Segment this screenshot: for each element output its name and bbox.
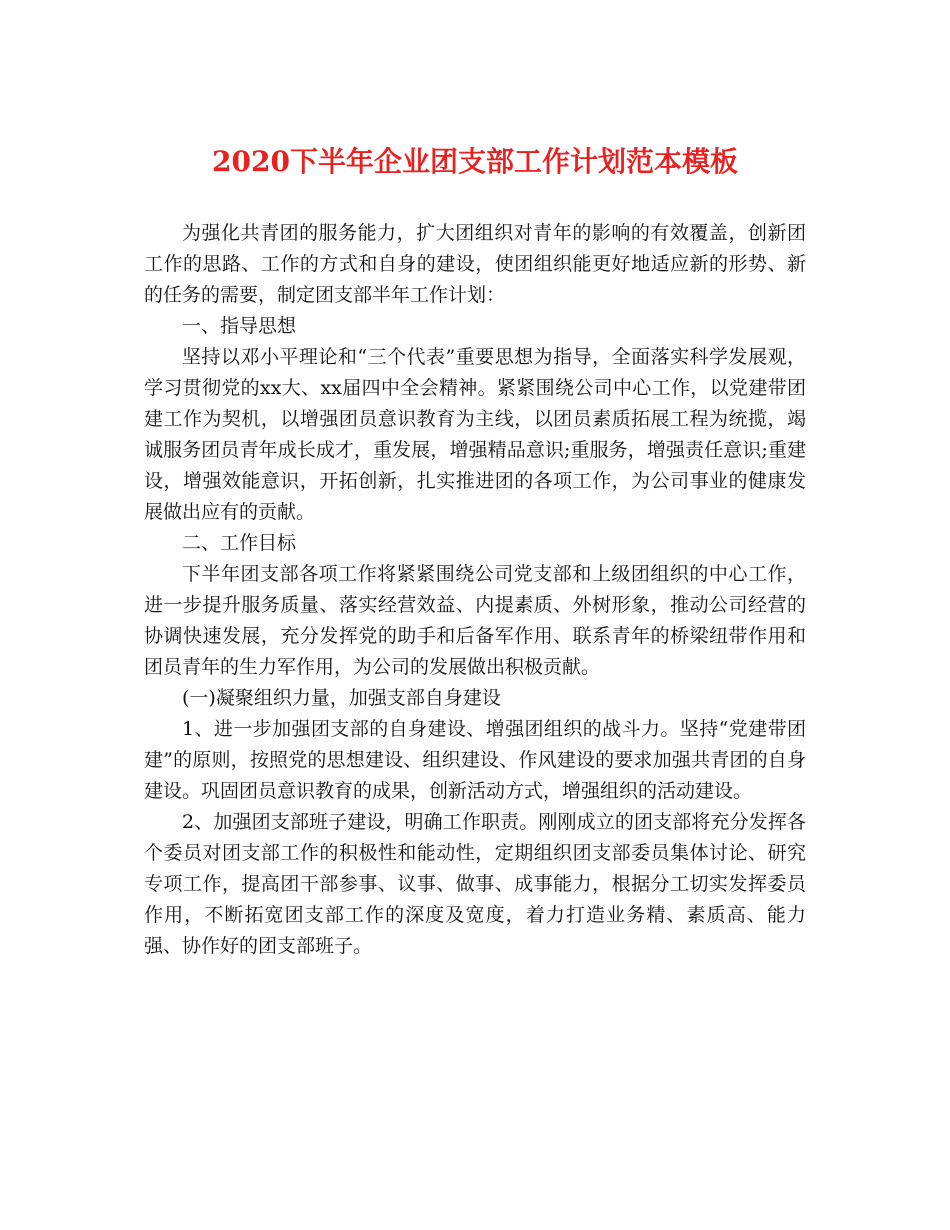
subheading-organization: (一)凝聚组织力量，加强支部自身建设 [182, 687, 501, 709]
heading-guiding-ideology: 一、指导思想 [182, 315, 297, 337]
paragraph-item-1: 1、进一步加强团支部的自身建设、增强团组织的战斗力。坚持“党建带团建”的原则，按照党的思想建设、组织建设、作风建设的要求加强共青团的自身建设。巩固团员意识教育的成果，创新活动方式，增强组织的活动建设。 [144, 718, 806, 802]
paragraph-item-2: 2、加强团支部班子建设，明确工作职责。刚刚成立的团支部将充分发挥各个委员对团支部工作的积极性和能动性，定期组织团支部委员集体讨论、研究专项工作，提高团干部参事、议事、做事、成事能力，根据分工切实发挥委员作用，不断拓宽团支部工作的深度及宽度，着力打造业务精、素质高、能力强、协作好的团支部班子。 [144, 811, 806, 957]
paragraph-work-goals: 下半年团支部各项工作将紧紧围绕公司党支部和上级团组织的中心工作，进一步提升服务质量、落实经营效益、内提素质、外树形象，推动公司经营的协调快速发展，充分发挥党的助手和后备军作用、联系青年的桥梁纽带作用和团员青年的生力军作用，为公司的发展做出积极贡献。 [144, 563, 806, 678]
heading-work-goals: 二、工作目标 [182, 532, 297, 554]
paragraph-intro: 为强化共青团的服务能力，扩大团组织对青年的影响的有效覆盖，创新团工作的思路、工作的方式和自身的建设，使团组织能更好地适应新的形势、新的任务的需要，制定团支部半年工作计划： [144, 222, 806, 306]
paragraph-guiding-ideology: 坚持以邓小平理论和“三个代表”重要思想为指导，全面落实科学发展观，学习贯彻党的xx大、xx届四中全会精神。紧紧围绕公司中心工作，以党建带团建工作为契机，以增强团员意识教育为主线，以团员素质拓展工程为统揽，竭诚服务团员青年成长成才，重发展，增强精品意识;重服务，增强责任意识;重建设，增强效能意识，开拓创新，扎实推进团的各项工作，为公司事业的健康发展做出应有的贡献。 [144, 346, 806, 523]
document-body [144, 218, 806, 962]
document-title: 2020下半年企业团支部工作计划范本模板 [212, 145, 738, 178]
